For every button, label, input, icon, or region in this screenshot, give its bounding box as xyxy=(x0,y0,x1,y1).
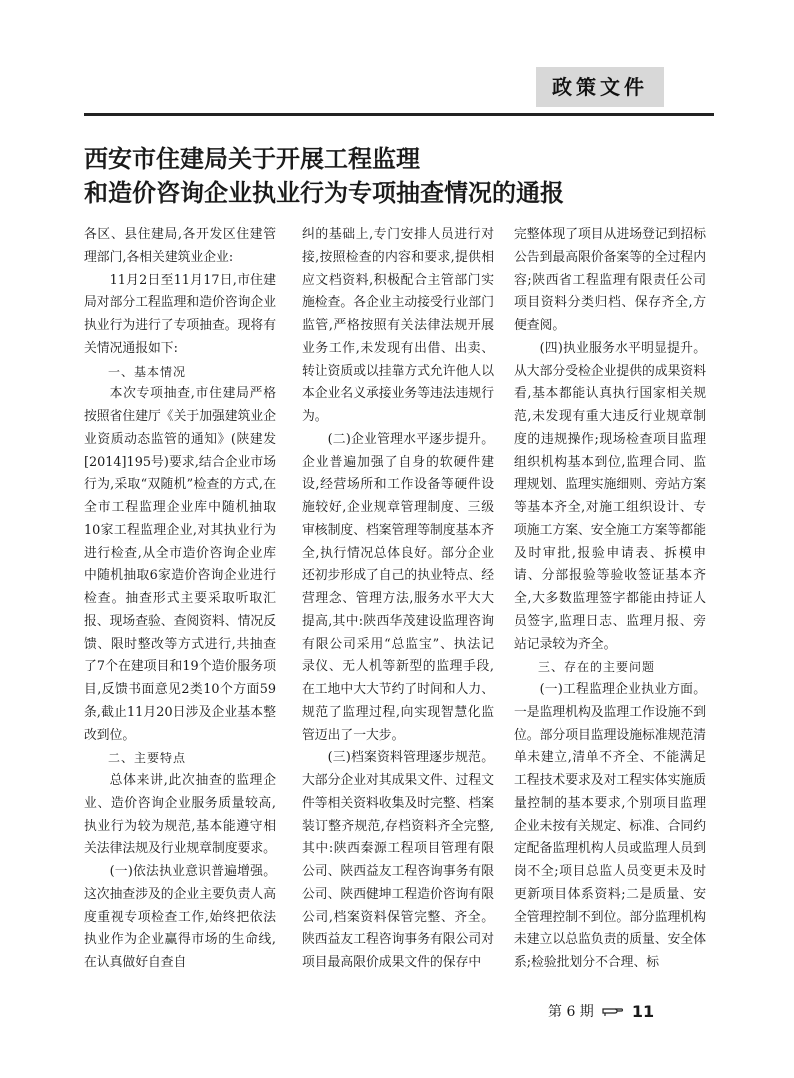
column-1 xyxy=(84,224,276,994)
paragraph: (一)工程监理企业执业方面。一是监理机构及监理工作设施不到位。部分项目监理设施标准规范清单未建立,清单不齐全、不能满足工程技术要求及对工程实体实施质量控制的基本要求,个别项目监理企业未按有关规定、标准、合同约定配备监理机构人员或监理人员到岗不全;项目总监人员变更未及时更新项目体系资料;二是质量、安全管理控制不到位。部分监理机构未建立以总监负责的质量、安全体系;检验批划分不合理、标 xyxy=(514,682,706,970)
page-number: 11 xyxy=(631,1001,655,1021)
header-rule xyxy=(84,113,714,116)
paragraph: (四)执业服务水平明显提升。从大部分受检企业提供的成果资料看,基本都能认真执行国家相关规范,未发现有重大违反行业规章制度的违规操作;现场检查项目监理组织机构基本到位,监理合同、监理规划、监理实施细则、旁站方案等基本齐全,对施工组织设计、专项施工方案、安全施工方案等都能及时审批,报验申请表、拆模申请、分部报验等验收签证基本齐全,大多数监理签字都能由持证人员签字,监理日志、监理月报、旁站记录较为齐全。 xyxy=(514,340,706,652)
section-heading: 一、基本情况 xyxy=(108,364,187,379)
paragraph: (一)依法执业意识普遍增强。这次抽查涉及的企业主要负责人高度重视专项检查工作,始终把依法执业作为企业赢得市场的生命线,在认真做好自查自 xyxy=(84,864,276,970)
pointing-hand-icon xyxy=(602,1005,624,1017)
article-title xyxy=(84,142,714,210)
section-tab: 政策文件 xyxy=(536,67,664,107)
section-heading: 三、存在的主要问题 xyxy=(538,660,656,675)
paragraph: 总体来讲,此次抽查的监理企业、造价咨询企业服务质量较高,执业行为较为规范,基本能遵守相关法律法规及行业规章制度要求。 xyxy=(84,773,276,857)
section-heading: 二、主要特点 xyxy=(108,751,187,766)
paragraph: (三)档案资料管理逐步规范。大部分企业对其成果文件、过程文件等相关资料收集及时完整、档案装订整齐规范,存档资料齐全完整,其中:陕西秦源工程项目管理有限公司、陕西益友工程咨询事务有限公司、陕西健坤工程造价咨询有限公司,档案资料保管完整、齐全。陕西益友工程咨询事务有限公司对项目最高限价成果文件的保存中 xyxy=(302,750,494,970)
column-2 xyxy=(302,224,494,994)
paragraph: 11月2日至11月17日,市住建局对部分工程监理和造价咨询企业执业行为进行了专项抽查。现将有关情况通报如下: xyxy=(84,272,276,356)
issue-label: 第 6 期 xyxy=(548,1004,594,1020)
page-footer xyxy=(548,998,688,1024)
column-3 xyxy=(514,224,706,994)
paragraph: 完整体现了项目从进场登记到招标公告到最高限价备案等的全过程内容;陕西省工程监理有限责任公司项目资料分类归档、保存齐全,方便查阅。 xyxy=(514,227,706,333)
paragraph: 本次专项抽查,市住建局严格按照省住建厅《关于加强建筑业企业资质动态监管的通知》(陕建发[2014]195号)要求,结合企业市场行为,采取“双随机”检查的方式,在全市工程监理企业库中随机抽取10家工程监理企业,对其执业行为进行检查,从全市造价咨询企业库中随机抽取6家造价咨询企业进行检查。抽查形式主要采取听取汇报、现场查验、查阅资料、情况反馈、限时整改等方式进行,共抽查了7个在建项目和19个造价服务项目,反馈书面意见2类10个方面59条,截止11月20日涉及企业基本整改到位。 xyxy=(84,386,276,743)
paragraph: 纠的基础上,专门安排人员进行对接,按照检查的内容和要求,提供相应文档资料,积极配合主管部门实施检查。各企业主动接受行业部门监管,严格按照有关法律法规开展业务工作,未发现有出借、出卖、转让资质或以挂靠方式允许他人以本企业名义承接业务等违法违规行为。 xyxy=(302,227,494,424)
title-line-2: 和造价咨询企业执业行为专项抽查情况的通报 xyxy=(84,179,564,207)
paragraph: 各区、县住建局,各开发区住建管理部门,各相关建筑业企业: xyxy=(84,227,276,265)
paragraph: (二)企业管理水平逐步提升。企业普遍加强了自身的软硬件建设,经营场所和工作设备等硬件设施较好,企业规章管理制度、三级审核制度、档案管理等制度基本齐全,执行情况总体良好。部分企业还初步形成了自己的执业特点、经营理念、管理方法,服务水平大大提高,其中:陕西华茂建设监理咨询有限公司采用“总监宝”、执法记录仪、无人机等新型的监理手段,在工地中大大节约了时间和人力、规范了监理过程,向实现智慧化监管迈出了一大步。 xyxy=(302,431,494,743)
title-line-1: 西安市住建局关于开展工程监理 xyxy=(84,145,420,173)
